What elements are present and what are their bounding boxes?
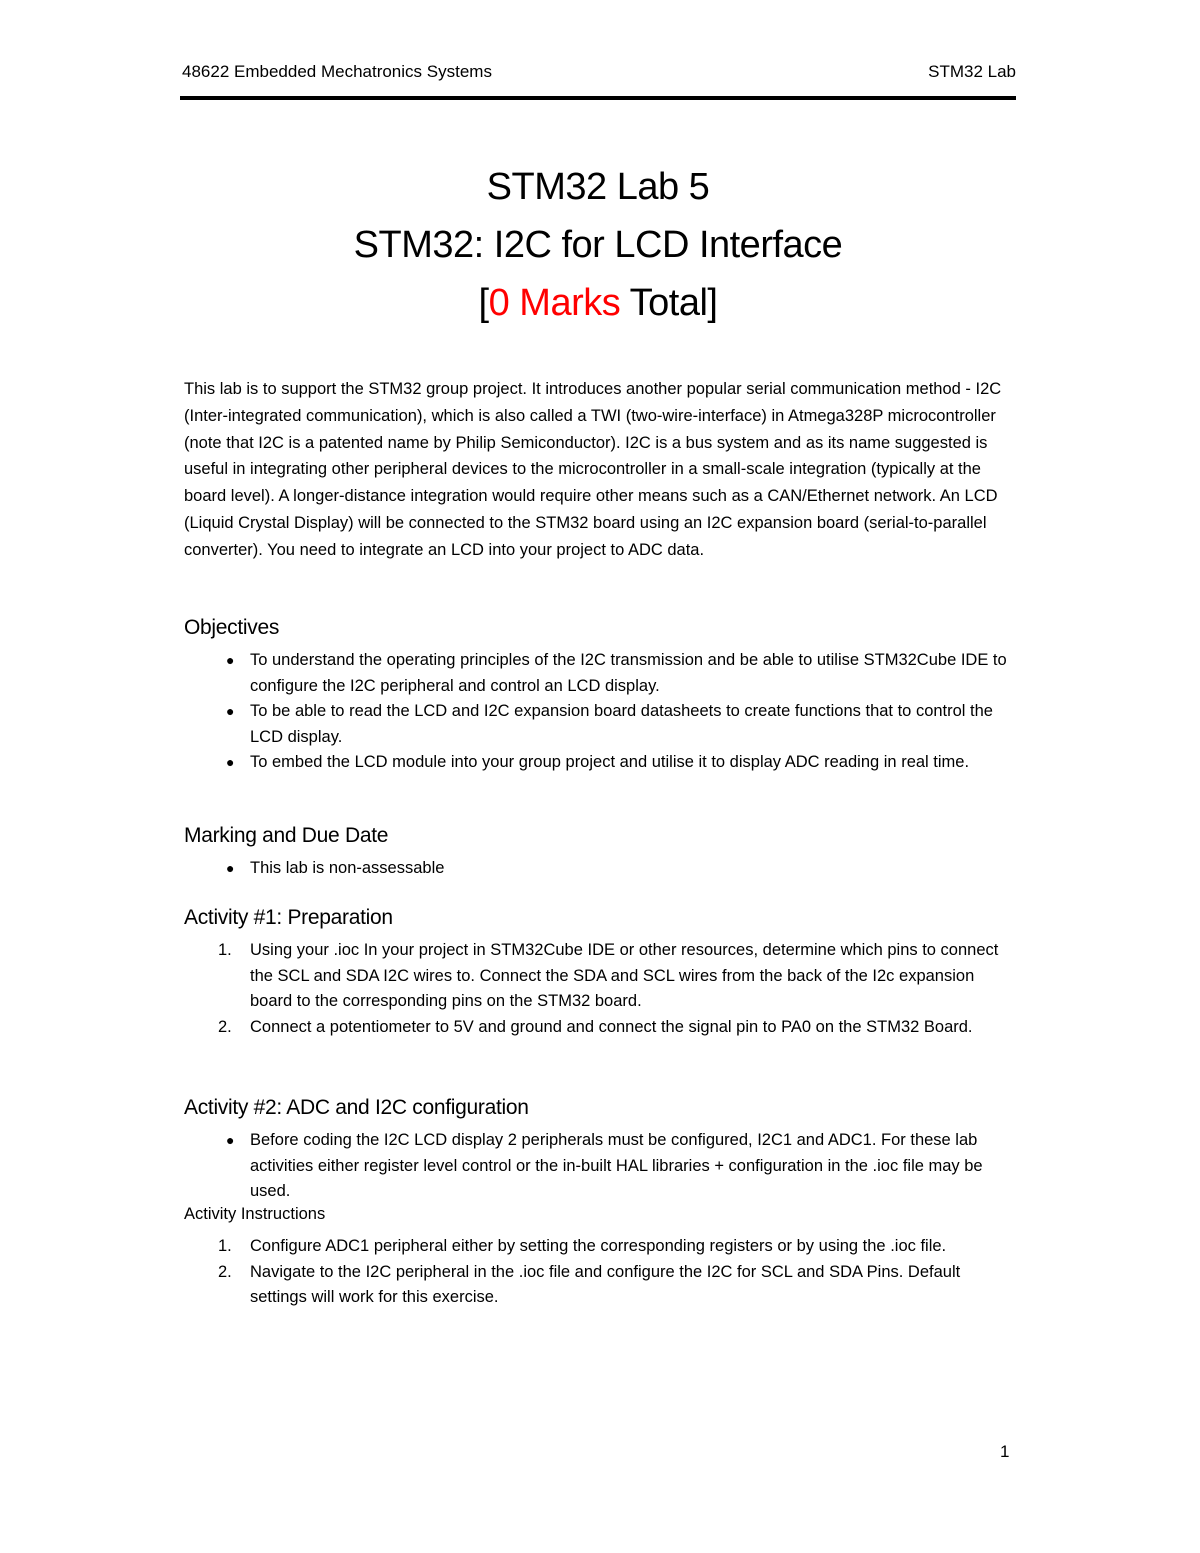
list-item xyxy=(184,938,1016,1015)
objectives-heading: Objectives xyxy=(184,616,280,639)
list-item-text: Navigate to the I2C peripheral in the .ioc file and configure the I2C for SCL and SDA Pins. Default settings will work for this exercise. xyxy=(250,1262,961,1306)
list-item-text: Connect a potentiometer to 5V and ground and connect the signal pin to PA0 on the STM32 Board. xyxy=(250,1017,973,1036)
bullet-icon: ● xyxy=(226,860,235,876)
page-number: 1 xyxy=(1000,1442,1010,1461)
list-item xyxy=(184,648,1016,699)
list-item-text: Configure ADC1 peripheral either by setting the corresponding registers or by using the .ioc file. xyxy=(250,1237,947,1255)
title-line-2: STM32: I2C for LCD Interface xyxy=(353,224,843,266)
marking-list xyxy=(184,856,1016,882)
bullet-icon: ● xyxy=(226,1132,235,1148)
activity-instructions-label: Activity Instructions xyxy=(184,1205,326,1223)
activity2-heading: Activity #2: ADC and I2C configuration xyxy=(184,1096,529,1119)
bracket-open: [ xyxy=(478,282,489,324)
list-item xyxy=(184,1128,1016,1205)
list-item xyxy=(184,1260,1016,1311)
activity2-steps xyxy=(184,1234,1016,1311)
list-number: 1. xyxy=(218,1237,232,1255)
intro-paragraph: This lab is to support the STM32 group project. It introduces another popular serial communication method - I2C (Inter-integrated communication), which is also called a TWI (two-wire-interface) in Atmega328P microcontroller (note that I2C is a patented name by Philip Semiconductor). I2C is a bus system and as its name suggested is useful in integrating other peripheral devices to the microcontroller in a small-scale integration (typically at the board level). A longer-distance integration would require other means such as a CAN/Ethernet network. An LCD (Liquid Crystal Display) will be connected to the STM32 board using an I2C expansion board (serial-to-parallel converter). You need to integrate an LCD into your project to ADC data. xyxy=(184,380,1002,559)
document-title xyxy=(180,158,1016,332)
title-line-3 xyxy=(180,274,1016,332)
list-item-text: Before coding the I2C LCD display 2 peripherals must be configured, I2C1 and ADC1. For these lab activities either register level control or the in-built HAL libraries + configuration in the .ioc file may be used. xyxy=(250,1131,983,1200)
bullet-icon: ● xyxy=(226,754,235,770)
list-item-text: To embed the LCD module into your group project and utilise it to display ADC reading in real time. xyxy=(250,753,970,771)
activity1-list xyxy=(184,938,1016,1040)
marks-total: Total] xyxy=(620,282,718,324)
list-item-text: Using your .ioc In your project in STM32Cube IDE or other resources, determine which pins to connect the SCL and SDA I2C wires to. Connect the SDA and SCL wires from the back of the I2c expansion board to the corresponding pins on the STM32 board. xyxy=(250,941,999,1010)
activity2-bullets xyxy=(184,1128,1016,1205)
list-item xyxy=(184,1015,1016,1041)
marks-value: 0 Marks xyxy=(488,282,621,324)
title-line-1: STM32 Lab 5 xyxy=(486,166,710,208)
bullet-icon: ● xyxy=(226,703,235,719)
header-divider xyxy=(180,96,1016,100)
activity1-heading: Activity #1: Preparation xyxy=(184,906,393,929)
list-item-text: To understand the operating principles of the I2C transmission and be able to utilise STM32Cube IDE to configure the I2C peripheral and control an LCD display. xyxy=(250,651,1007,695)
list-number: 1. xyxy=(218,941,232,959)
marking-heading: Marking and Due Date xyxy=(184,824,389,847)
list-number: 2. xyxy=(218,1262,232,1281)
list-item xyxy=(184,699,1016,750)
objectives-list xyxy=(184,648,1016,776)
list-item xyxy=(184,856,1016,882)
list-item-text: This lab is non-assessable xyxy=(250,859,445,877)
course-title: 48622 Embedded Mechatronics Systems xyxy=(182,62,492,81)
lab-label: STM32 Lab xyxy=(928,62,1016,81)
list-item xyxy=(184,1234,1016,1260)
list-item xyxy=(184,750,1016,776)
list-number: 2. xyxy=(218,1017,232,1036)
bullet-icon: ● xyxy=(226,652,235,668)
page-header xyxy=(182,62,1016,86)
list-item-text: To be able to read the LCD and I2C expansion board datasheets to create functions that to control the LCD display. xyxy=(250,702,993,746)
